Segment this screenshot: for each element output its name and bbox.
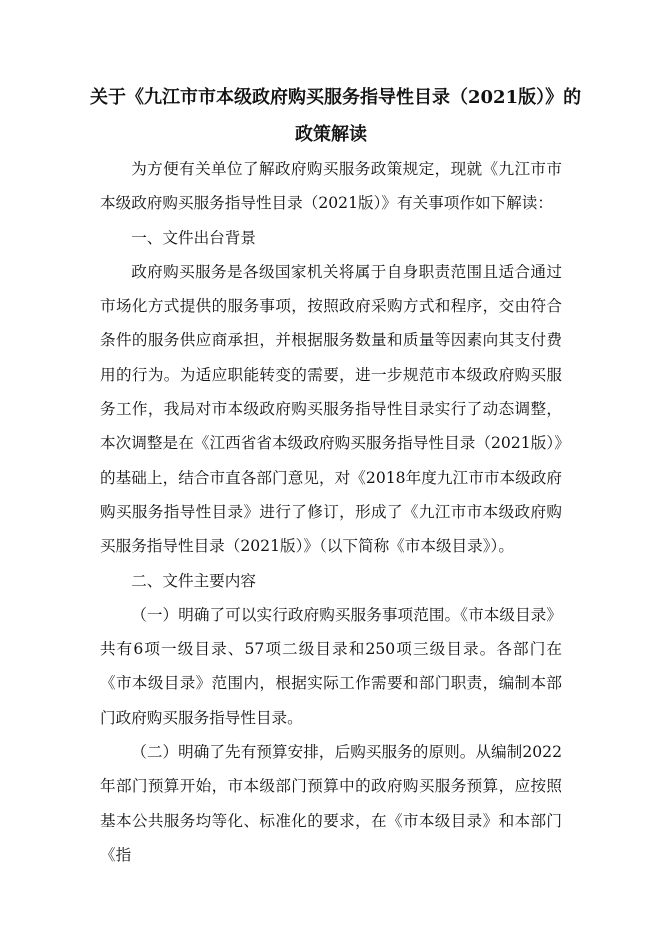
section-heading-main-content: 二、文件主要内容 — [131, 571, 256, 590]
document-title-line-1: 关于《九江市市本级政府购买服务指导性目录（2021版）》的 — [90, 87, 582, 108]
document-title-line-2: 政策解读 — [295, 124, 367, 145]
content-item-2-paragraph: （二）明确了先有预算安排，后购买服务的原则。从编制2022年部门预算开始，市本级部门预算中的政府购买服务预算，应按照基本公共服务均等化、标准化的要求，在《市本级目录》和本部门《指 — [100, 743, 562, 864]
section-heading-background: 一、文件出台背景 — [131, 228, 256, 247]
intro-paragraph: 为方便有关单位了解政府购买服务政策规定，现就《九江市市本级政府购买服务指导性目录（2021版）》有关事项作如下解读： — [100, 160, 562, 213]
background-paragraph: 政府购买服务是各级国家机关将属于自身职责范围且适合通过市场化方式提供的服务事项，按照政府采购方式和程序，交由符合条件的服务供应商承担，并根据服务数量和质量等因素向其支付费用的行为。为适应职能转变的需要，进一步规范市本级政府购买服务工作，我局对市本级政府购买服务指导性目录实行了动态调整，本次调整是在《江西省省本级政府购买服务指导性目录（2021版）》的基础上，结合市直各部门意见，对《2018年度九江市市本级政府购买服务指导性目录》进行了修订，形成了《九江市市本级政府购买服务指导性目录（2021版）》（以下简称《市本级目录》）。 — [100, 262, 562, 556]
content-item-1-paragraph: （一）明确了可以实行政府购买服务事项范围。《市本级目录》共有6项一级目录、57项二级目录和250项三级目录。各部门在《市本级目录》范围内，根据实际工作需要和部门职责，编制本部门政府购买服务指导性目录。 — [100, 605, 562, 727]
document-body — [100, 152, 562, 872]
